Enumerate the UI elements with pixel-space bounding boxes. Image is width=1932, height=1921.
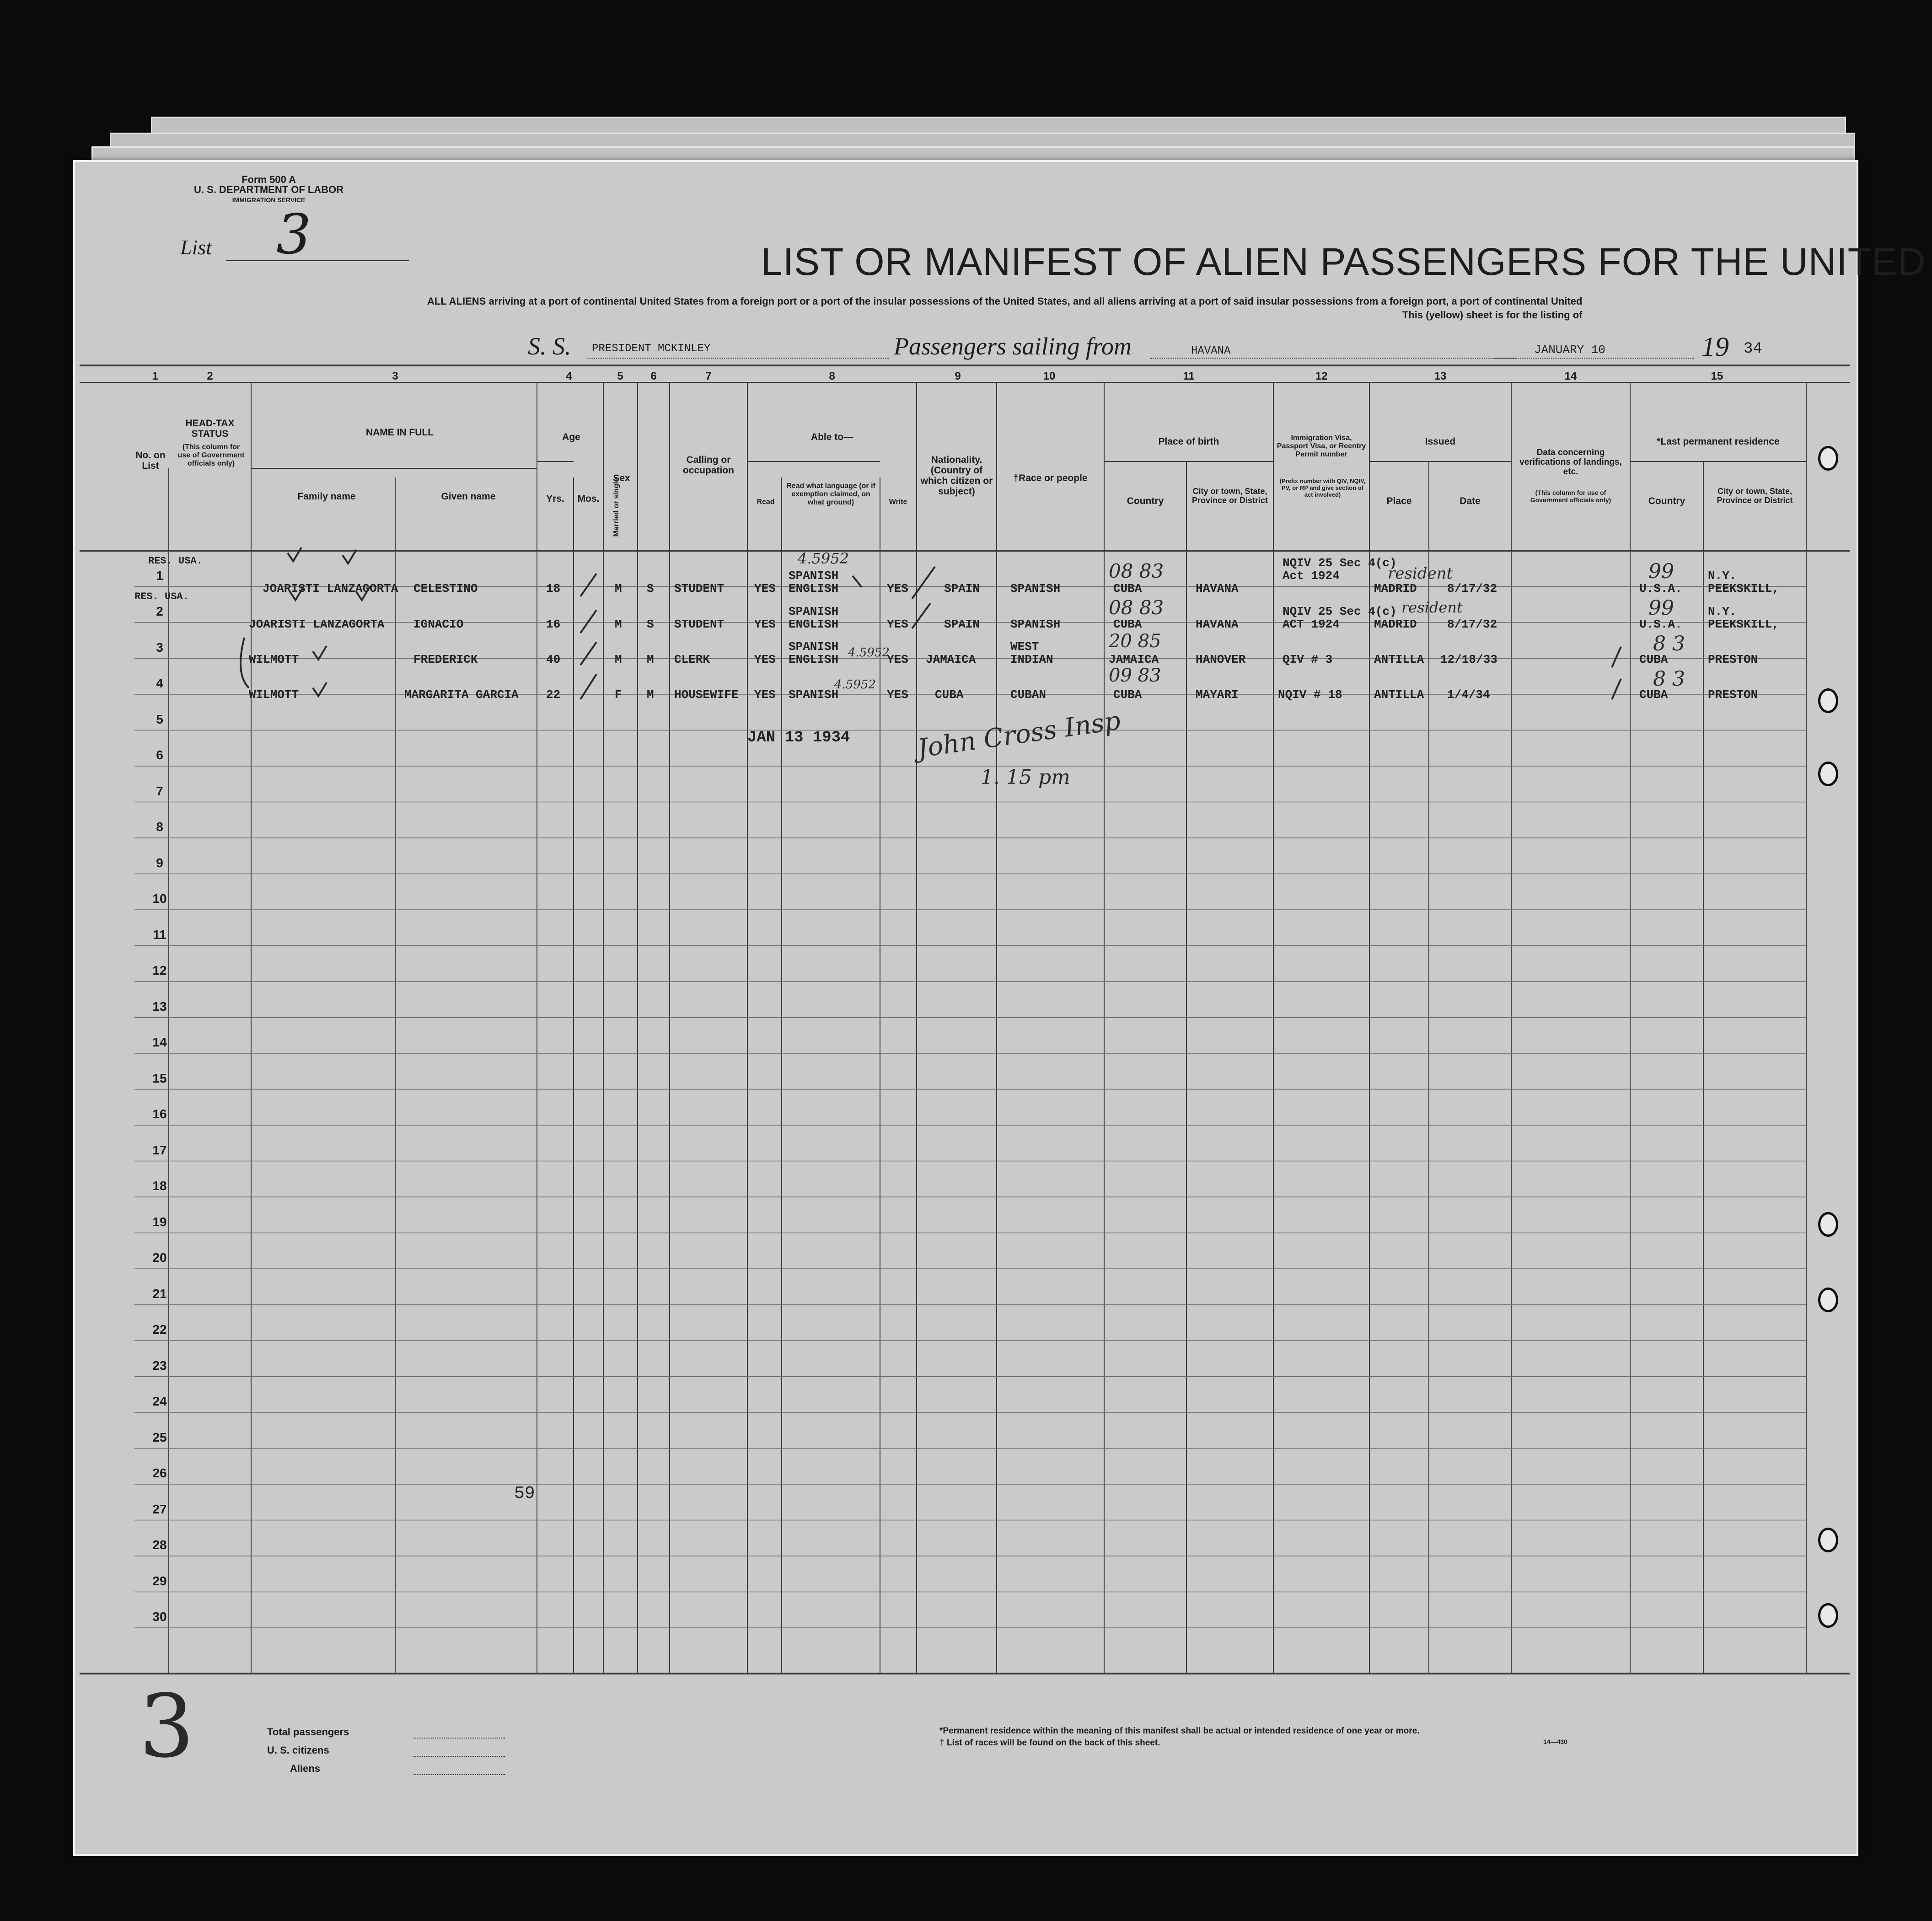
row-number: 16 <box>152 1107 167 1121</box>
header-issued: Issued <box>1425 436 1456 447</box>
row-number: 27 <box>152 1502 167 1516</box>
language: SPANISH <box>789 640 839 654</box>
header-head-tax-note: (This column for use of Government officials only) <box>177 443 245 467</box>
header-visa-note: (Prefix number with QIV, NQIV, PV, or RP and give section of act involved) <box>1279 478 1366 498</box>
year-suffix: 34 <box>1744 340 1762 358</box>
header-issued-date: Date <box>1460 496 1481 506</box>
column-number: 8 <box>829 370 835 382</box>
row-number: 13 <box>152 999 167 1014</box>
header-sex: Sex <box>613 473 630 483</box>
family-name: WILMOTT <box>249 653 299 666</box>
page-title: LIST OR MANIFEST OF ALIEN PASSENGERS FOR THE UNITED <box>761 240 1926 283</box>
column-number: 11 <box>1183 370 1195 382</box>
binder-hole-icon <box>1818 446 1838 471</box>
handwritten-code: 4.5952 <box>848 646 890 660</box>
issued-place: MADRID <box>1374 582 1417 596</box>
header-read: Read <box>757 498 775 506</box>
column-number: 15 <box>1711 370 1723 382</box>
residence-country: CUBA <box>1639 653 1668 666</box>
binder-hole-icon <box>1818 1603 1838 1628</box>
residence-city: PRESTON <box>1708 653 1758 666</box>
nationality: SPAIN <box>944 617 980 631</box>
race: SPANISH <box>1010 617 1061 631</box>
column-number: 9 <box>955 370 961 382</box>
can-write: YES <box>887 653 908 666</box>
birth-country: CUBA <box>1113 617 1142 631</box>
footer-form-code: 14—430 <box>1543 1738 1567 1745</box>
header-birth-country: Country <box>1127 496 1164 506</box>
birth-country: JAMAICA <box>1109 653 1159 666</box>
header-given-name: Given name <box>441 491 496 502</box>
form-number: Form 500 A <box>242 174 296 185</box>
row-number: 1 <box>156 568 163 583</box>
birth-country: CUBA <box>1113 582 1142 596</box>
birth-city: HAVANA <box>1196 582 1239 596</box>
issued-date: 1/4/34 <box>1447 688 1490 702</box>
residence-country: CUBA <box>1639 688 1668 702</box>
subheading-line-2: This (yellow) sheet is for the listing of <box>1402 309 1583 321</box>
marital-status: S <box>647 582 654 596</box>
occupation: HOUSEWIFE <box>674 688 739 702</box>
header-residence-country: Country <box>1648 496 1685 506</box>
row-number: 26 <box>152 1466 167 1480</box>
footer-total-passengers: Total passengers <box>267 1726 349 1738</box>
binder-hole-icon <box>1818 1212 1838 1237</box>
column-number: 5 <box>617 370 623 382</box>
head-tax-status: RES. USA. <box>148 555 203 567</box>
ship-name: PRESIDENT MCKINLEY <box>592 343 711 355</box>
language: ENGLISH <box>789 617 839 631</box>
column-number: 6 <box>650 370 657 382</box>
binder-hole-icon <box>1818 762 1838 786</box>
row-number: 5 <box>156 712 163 726</box>
header-last-residence: *Last permanent residence <box>1657 436 1780 447</box>
column-number: 3 <box>392 370 398 382</box>
sailing-label: Passengers sailing from <box>894 333 1132 360</box>
handwritten-code: 99 <box>1648 560 1674 583</box>
column-number: 4 <box>566 370 572 382</box>
handwritten-code: 4.5952 <box>834 678 876 692</box>
header-issued-place: Place <box>1386 496 1412 506</box>
header-write: Write <box>889 498 907 506</box>
header-read-language: Read what language (or if exemption claimed, on what ground) <box>786 482 875 506</box>
header-age: Age <box>562 432 580 442</box>
manifest-sheet <box>73 160 1926 1856</box>
can-read: YES <box>754 617 776 631</box>
can-read: YES <box>754 582 776 596</box>
language: ENGLISH <box>789 582 839 596</box>
sex: F <box>615 688 622 702</box>
marital-status: M <box>647 688 654 702</box>
row-number: 30 <box>152 1610 167 1624</box>
age: 16 <box>546 617 561 631</box>
handwritten-code: 4.5952 <box>798 550 849 567</box>
language: SPANISH <box>789 688 839 702</box>
given-name: FREDERICK <box>413 653 478 666</box>
handwritten-code: 09 83 <box>1109 665 1161 686</box>
row-number: 24 <box>152 1394 167 1408</box>
race: INDIAN <box>1010 653 1053 666</box>
issued-date: 12/18/33 <box>1440 653 1497 666</box>
language: SPANISH <box>789 569 839 583</box>
row-number: 28 <box>152 1538 167 1552</box>
handwritten-note: resident <box>1388 564 1453 583</box>
column-number: 14 <box>1564 370 1577 382</box>
given-name: MARGARITA GARCIA <box>404 688 519 702</box>
race: SPANISH <box>1010 582 1061 596</box>
birth-country: CUBA <box>1113 688 1142 702</box>
header-head-tax: HEAD-TAX STATUS <box>185 418 235 439</box>
header-visa: Immigration Visa, Passport Visa, or Reentry Permit number <box>1277 434 1366 458</box>
header-family-name: Family name <box>297 491 356 502</box>
date-stamp: JAN 13 1934 <box>747 729 850 746</box>
marital-status: M <box>647 653 654 666</box>
ss-label: S. S. <box>528 333 571 360</box>
residence-city: PEEKSKILL, <box>1708 582 1780 596</box>
issued-place: ANTILLA <box>1374 688 1424 702</box>
occupation: CLERK <box>674 653 710 666</box>
header-married: Married or single <box>612 478 620 537</box>
handwritten-code: 08 83 <box>1109 596 1164 619</box>
residence-city: N.Y. <box>1708 569 1737 583</box>
nationality: JAMAICA <box>926 653 976 666</box>
header-able-to: Able to— <box>810 432 853 442</box>
row-number: 19 <box>152 1214 167 1229</box>
year-prefix: 19 <box>1701 332 1729 362</box>
footer-line <box>413 1774 505 1775</box>
row-number: 6 <box>156 748 163 762</box>
column-number: 10 <box>1043 370 1056 382</box>
row-number: 29 <box>152 1573 167 1588</box>
can-write: YES <box>887 617 908 631</box>
footer-note-residence: *Permanent residence within the meaning of this manifest shall be actual or intended residence of one year or more. <box>939 1726 1420 1736</box>
visa-act: Act 1924 <box>1283 569 1340 583</box>
marital-status: S <box>647 617 654 631</box>
row-number: 25 <box>152 1430 167 1444</box>
footer-line <box>413 1738 505 1739</box>
header-mos: Mos. <box>577 494 600 504</box>
column-number: 7 <box>705 370 712 382</box>
given-name: IGNACIO <box>413 617 464 631</box>
footer-us-citizens: U. S. citizens <box>267 1744 329 1756</box>
inspector-signature: John Cross Insp <box>915 706 1122 764</box>
row-number: 7 <box>156 783 163 798</box>
handwritten-note: resident <box>1401 599 1463 616</box>
can-write: YES <box>887 582 908 596</box>
header-name-in-full: NAME IN FULL <box>365 427 434 438</box>
handwritten-marks <box>75 162 1857 1854</box>
visa-number: NQIV # 18 <box>1278 688 1342 702</box>
row-number: 2 <box>156 604 163 618</box>
residence-city: N.Y. <box>1708 605 1737 618</box>
sailing-date: JANUARY 10 <box>1534 343 1606 357</box>
head-tax-status: RES. USA. <box>134 591 189 602</box>
issued-date: 8/17/32 <box>1447 617 1497 631</box>
handwritten-code: 08 83 <box>1109 560 1164 582</box>
row-number: 3 <box>156 640 163 655</box>
residence-country: U.S.A. <box>1639 582 1682 596</box>
header-birth-city: City or town, State, Province or District <box>1191 487 1268 505</box>
header-race: †Race or people <box>1013 473 1088 483</box>
birth-city: HAVANA <box>1196 617 1239 631</box>
row-number: 9 <box>156 855 163 870</box>
handwritten-code: 20 85 <box>1109 631 1161 652</box>
footer-note-races: † List of races will be found on the back of this sheet. <box>939 1738 1160 1748</box>
sailing-port: HAVANA <box>1191 345 1231 357</box>
can-read: YES <box>754 653 776 666</box>
family-name: JOARISTI LANZAGORTA <box>249 617 385 631</box>
binder-hole-icon <box>1818 1528 1838 1552</box>
row-number: 17 <box>152 1143 167 1157</box>
subheading-line-1: ALL ALIENS arriving at a port of continental United States from a foreign port or a port of the insular possessions of the United States, and all aliens arriving at a port of said insular possessions from a foreign port, a port of continental United <box>427 295 1583 307</box>
birth-city: HANOVER <box>1196 653 1246 666</box>
sex: M <box>615 617 622 631</box>
column-number: 2 <box>207 370 213 382</box>
issued-place: ANTILLA <box>1374 653 1424 666</box>
occupation: STUDENT <box>674 617 724 631</box>
issued-place: MADRID <box>1374 617 1417 631</box>
header-calling: Calling or occupation <box>682 455 734 476</box>
handwritten-code: 99 <box>1648 596 1674 620</box>
visa-act: ACT 1924 <box>1283 617 1340 631</box>
can-write: YES <box>887 688 908 702</box>
age: 22 <box>546 688 561 702</box>
row-number: 4 <box>156 676 163 690</box>
age: 40 <box>546 653 561 666</box>
list-label: List <box>180 236 212 259</box>
binder-hole-icon <box>1818 688 1838 713</box>
column-number: 1 <box>152 370 158 382</box>
list-value: 3 <box>276 203 311 267</box>
header-verifications: Data concerning verifications of landings, etc. <box>1519 448 1622 477</box>
can-read: YES <box>754 688 776 702</box>
header-yrs: Yrs. <box>546 494 564 504</box>
row-number: 15 <box>152 1071 167 1085</box>
family-name: JOARISTI LANZAGORTA <box>263 582 398 596</box>
header-residence-city: City or town, State, Province or District <box>1717 487 1793 505</box>
race: WEST <box>1010 640 1039 654</box>
visa-number: NQIV 25 Sec 4(c) <box>1283 605 1397 618</box>
header-verifications-note: (This column for use of Government officials only) <box>1530 489 1611 504</box>
given-name: CELESTINO <box>413 582 478 596</box>
sex: M <box>615 582 622 596</box>
header-place-of-birth: Place of birth <box>1158 436 1219 447</box>
row-number: 22 <box>152 1322 167 1336</box>
footer-line <box>413 1756 505 1757</box>
header-no-on-list: No. on List <box>135 450 166 471</box>
handwritten-code: 8 3 <box>1653 667 1685 691</box>
row-number: 12 <box>152 963 167 977</box>
language: ENGLISH <box>789 653 839 666</box>
residence-country: U.S.A. <box>1639 617 1682 631</box>
residence-city: PRESTON <box>1708 688 1758 702</box>
row-number: 14 <box>152 1035 167 1049</box>
binder-hole-icon <box>1818 1288 1838 1312</box>
nationality: CUBA <box>935 688 964 702</box>
handwritten-code: 8 3 <box>1653 632 1685 655</box>
nationality: SPAIN <box>944 582 980 596</box>
row-number: 23 <box>152 1358 167 1373</box>
row-number: 20 <box>152 1250 167 1265</box>
corner-mark: 3 <box>139 1676 194 1777</box>
row-number: 10 <box>152 891 167 906</box>
department: U. S. DEPARTMENT OF LABOR <box>194 184 344 195</box>
page-mark: 59 <box>514 1484 535 1503</box>
row-number: 11 <box>153 927 166 942</box>
visa-number: QIV # 3 <box>1283 653 1333 666</box>
residence-city: PEEKSKILL, <box>1708 617 1780 631</box>
age: 18 <box>546 582 561 596</box>
header-nationality: Nationality. (Country of which citizen or subject) <box>920 455 993 497</box>
row-number: 21 <box>152 1286 167 1301</box>
birth-city: MAYARI <box>1196 688 1239 702</box>
row-number: 18 <box>152 1179 167 1193</box>
service: IMMIGRATION SERVICE <box>232 196 306 204</box>
footer-aliens: Aliens <box>290 1763 321 1774</box>
column-number: 12 <box>1315 370 1328 382</box>
issued-date: 8/17/32 <box>1447 582 1497 596</box>
row-number: 8 <box>156 820 163 834</box>
column-number: 13 <box>1434 370 1447 382</box>
visa-number: NQIV 25 Sec 4(c) <box>1283 556 1397 570</box>
race: CUBAN <box>1010 688 1046 702</box>
sex: M <box>615 653 622 666</box>
family-name: WILMOTT <box>249 688 299 702</box>
occupation: STUDENT <box>674 582 724 596</box>
language: SPANISH <box>789 605 839 618</box>
inspection-time: 1. 15 pm <box>981 766 1070 789</box>
